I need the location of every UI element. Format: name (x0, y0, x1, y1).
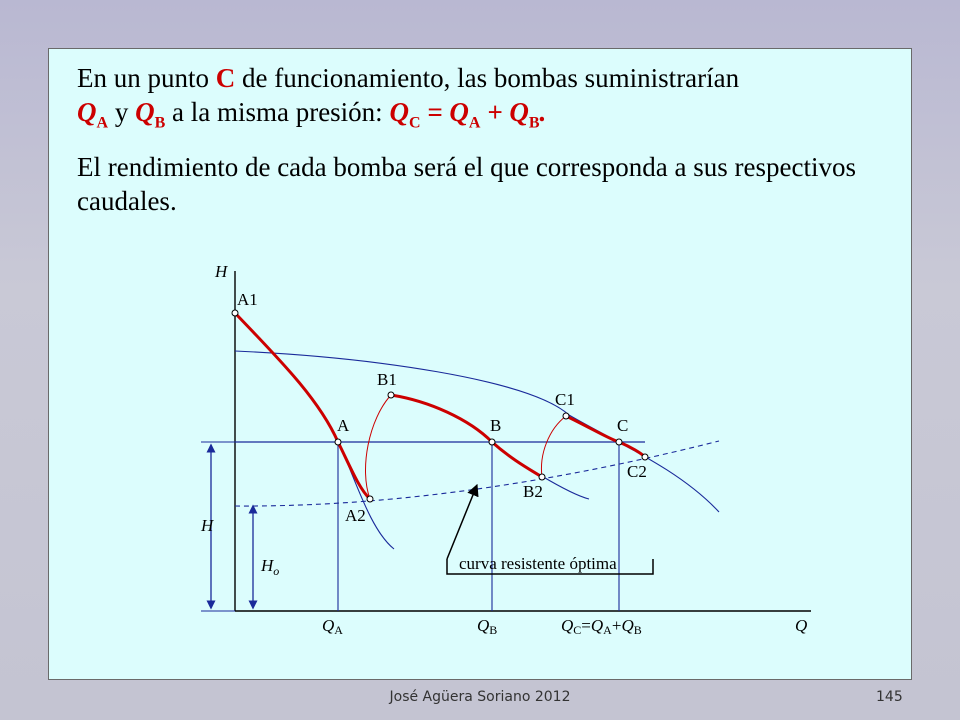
annotation-label: curva resistente óptima (459, 554, 617, 573)
ho-label: $H_o$ (261, 556, 280, 578)
h-dimension-label: H (201, 516, 214, 535)
connector-a2-b1 (366, 395, 391, 499)
point-c1-marker (563, 413, 569, 419)
point-a1-marker (232, 310, 238, 316)
qb-tick-label: QB (477, 616, 498, 637)
paragraph-2: El rendimiento de cada bomba será el que corresponda a sus respectivos caudales. (77, 152, 856, 217)
text-fragment: y (108, 97, 136, 127)
operating-segment-a (235, 313, 370, 499)
point-c-label: C (617, 416, 629, 435)
qb-ref: $Q_B$ (135, 97, 166, 132)
text-fragment: de funcionamiento, las bombas suministrarían (235, 63, 740, 93)
point-b1-label: B1 (377, 370, 397, 389)
connector-b2-c1 (541, 416, 566, 477)
equation: $Q_C = Q_A + Q_B$. (389, 97, 547, 132)
qa-tick-label: QA (322, 616, 343, 637)
point-a1-label: A1 (237, 290, 258, 309)
point-b1-marker (388, 392, 394, 398)
operating-segment-b (391, 395, 542, 477)
x-axis-label: Q (795, 616, 808, 635)
pump-a-curve (235, 313, 394, 549)
point-a-marker (335, 439, 341, 445)
annotation-pointer (447, 485, 477, 559)
point-a2-marker (367, 496, 373, 502)
point-a2-label: A2 (345, 506, 366, 525)
qc-sum-tick-label: QC=QA+QB (561, 616, 642, 637)
point-c2-label: C2 (627, 462, 647, 481)
point-b2-marker (539, 474, 545, 480)
point-b-label: B (490, 416, 502, 435)
page-number: 145 (876, 689, 903, 705)
pump-c-curve (235, 351, 719, 512)
text-fragment: En un punto (77, 63, 216, 93)
pump-b-curve (389, 395, 589, 499)
point-c2-marker (642, 454, 648, 460)
point-c-ref: C (215, 63, 236, 93)
point-a-label: A (337, 416, 350, 435)
qa-ref: $Q_A$ (77, 97, 109, 132)
pump-diagram (49, 49, 913, 681)
slide-panel (48, 48, 912, 680)
point-b-marker (489, 439, 495, 445)
point-c-marker (616, 439, 622, 445)
footer-author: José Agüera Soriano 2012 (389, 689, 571, 705)
point-b2-label: B2 (523, 482, 543, 501)
y-axis-label: H (215, 262, 228, 281)
text-fragment: a la misma presión: (165, 97, 390, 127)
point-c1-label: C1 (555, 390, 575, 409)
operating-segment-c (566, 416, 645, 457)
